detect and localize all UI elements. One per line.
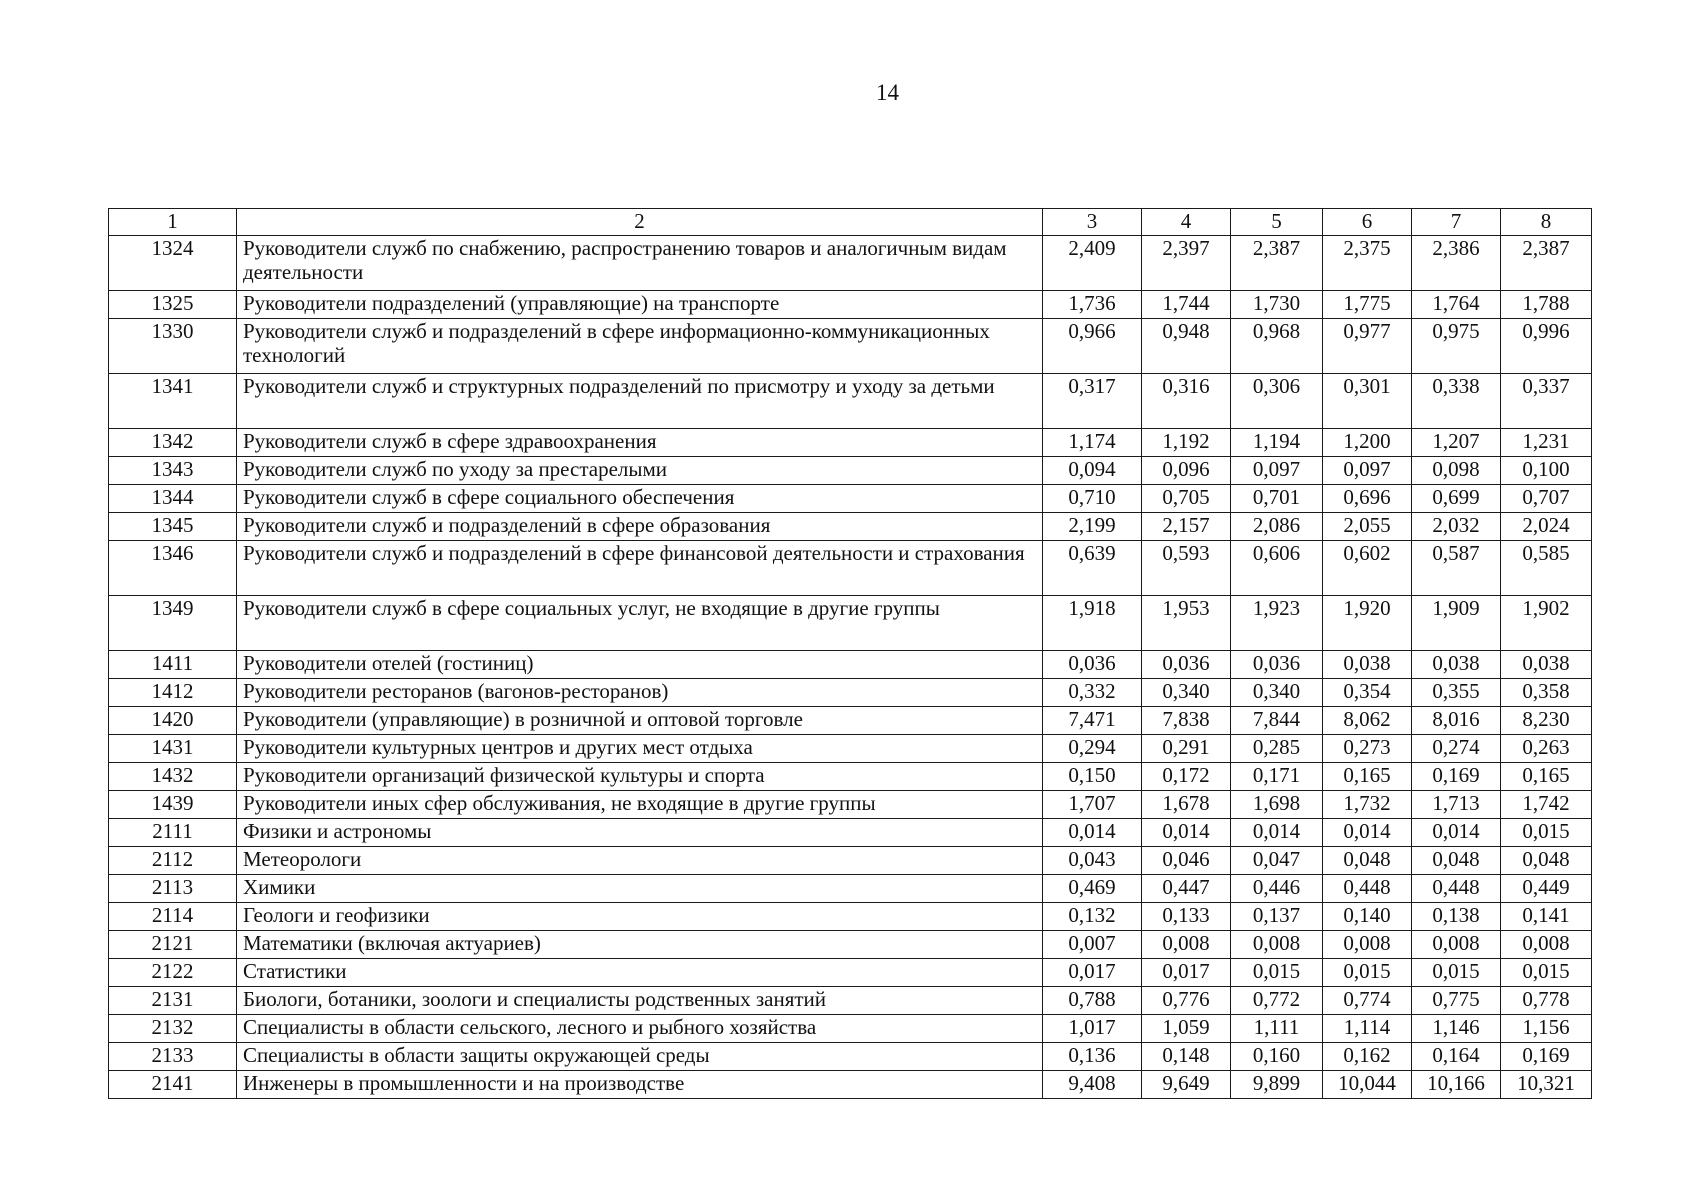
value-cell: 0,136 <box>1043 1043 1142 1071</box>
value-cell: 0,165 <box>1323 763 1412 791</box>
value-cell: 0,306 <box>1231 374 1323 429</box>
value-cell: 7,844 <box>1231 707 1323 735</box>
column-header: 1 <box>109 209 237 236</box>
table-row <box>109 374 1592 429</box>
value-cell: 0,169 <box>1501 1043 1592 1071</box>
value-cell: 0,585 <box>1501 541 1592 596</box>
occupation-code: 1330 <box>109 319 237 374</box>
value-cell: 0,036 <box>1142 651 1231 679</box>
value-cell: 0,301 <box>1323 374 1412 429</box>
column-header: 4 <box>1142 209 1231 236</box>
value-cell: 0,007 <box>1043 931 1142 959</box>
value-cell: 8,062 <box>1323 707 1412 735</box>
value-cell: 0,008 <box>1501 931 1592 959</box>
value-cell: 1,788 <box>1501 291 1592 319</box>
table-row <box>109 651 1592 679</box>
value-cell: 2,375 <box>1323 236 1412 291</box>
page-number: 14 <box>876 80 899 105</box>
value-cell: 0,448 <box>1412 875 1501 903</box>
value-cell: 0,014 <box>1412 819 1501 847</box>
value-cell: 0,340 <box>1231 679 1323 707</box>
value-cell: 2,387 <box>1231 236 1323 291</box>
table-row <box>109 903 1592 931</box>
value-cell: 1,111 <box>1231 1015 1323 1043</box>
table-row <box>109 485 1592 513</box>
value-cell: 10,166 <box>1412 1071 1501 1099</box>
table-row <box>109 707 1592 735</box>
occupation-code: 1324 <box>109 236 237 291</box>
table-row <box>109 1071 1592 1099</box>
value-cell: 0,162 <box>1323 1043 1412 1071</box>
value-cell: 9,649 <box>1142 1071 1231 1099</box>
value-cell: 0,036 <box>1043 651 1142 679</box>
value-cell: 0,047 <box>1231 847 1323 875</box>
value-cell: 0,447 <box>1142 875 1231 903</box>
value-cell: 0,043 <box>1043 847 1142 875</box>
value-cell: 0,699 <box>1412 485 1501 513</box>
value-cell: 0,587 <box>1412 541 1501 596</box>
value-cell: 0,774 <box>1323 987 1412 1015</box>
value-cell: 0,602 <box>1323 541 1412 596</box>
table-row <box>109 959 1592 987</box>
value-cell: 0,358 <box>1501 679 1592 707</box>
value-cell: 9,899 <box>1231 1071 1323 1099</box>
value-cell: 1,742 <box>1501 791 1592 819</box>
value-cell: 8,016 <box>1412 707 1501 735</box>
value-cell: 0,354 <box>1323 679 1412 707</box>
occupation-name: Руководители служб и подразделений в сфере финансовой деятельности и страхования <box>237 541 1043 596</box>
value-cell: 0,015 <box>1412 959 1501 987</box>
value-cell: 0,788 <box>1043 987 1142 1015</box>
table-row <box>109 847 1592 875</box>
occupation-code: 2112 <box>109 847 237 875</box>
value-cell: 0,449 <box>1501 875 1592 903</box>
occupation-name: Руководители служб в сфере социального обеспечения <box>237 485 1043 513</box>
value-cell: 1,953 <box>1142 596 1231 651</box>
value-cell: 0,273 <box>1323 735 1412 763</box>
column-header: 2 <box>237 209 1043 236</box>
value-cell: 0,097 <box>1323 457 1412 485</box>
value-cell: 0,150 <box>1043 763 1142 791</box>
value-cell: 1,114 <box>1323 1015 1412 1043</box>
value-cell: 2,024 <box>1501 513 1592 541</box>
column-header: 7 <box>1412 209 1501 236</box>
value-cell: 0,778 <box>1501 987 1592 1015</box>
value-cell: 0,340 <box>1142 679 1231 707</box>
occupation-code: 1431 <box>109 735 237 763</box>
value-cell: 0,977 <box>1323 319 1412 374</box>
value-cell: 0,966 <box>1043 319 1142 374</box>
value-cell: 1,736 <box>1043 291 1142 319</box>
value-cell: 0,048 <box>1323 847 1412 875</box>
value-cell: 0,038 <box>1323 651 1412 679</box>
value-cell: 0,160 <box>1231 1043 1323 1071</box>
table-row <box>109 1043 1592 1071</box>
value-cell: 0,639 <box>1043 541 1142 596</box>
value-cell: 0,138 <box>1412 903 1501 931</box>
occupation-code: 2114 <box>109 903 237 931</box>
value-cell: 0,776 <box>1142 987 1231 1015</box>
table-row <box>109 541 1592 596</box>
value-cell: 0,165 <box>1501 763 1592 791</box>
occupation-name: Руководители (управляющие) в розничной и оптовой торговле <box>237 707 1043 735</box>
table-row <box>109 291 1592 319</box>
table-row <box>109 513 1592 541</box>
occupation-code: 2133 <box>109 1043 237 1071</box>
value-cell: 1,146 <box>1412 1015 1501 1043</box>
value-cell: 0,996 <box>1501 319 1592 374</box>
value-cell: 1,174 <box>1043 429 1142 457</box>
value-cell: 2,409 <box>1043 236 1142 291</box>
occupation-code: 1344 <box>109 485 237 513</box>
value-cell: 1,775 <box>1323 291 1412 319</box>
occupation-code: 1412 <box>109 679 237 707</box>
value-cell: 0,014 <box>1231 819 1323 847</box>
table-row <box>109 457 1592 485</box>
table-row <box>109 735 1592 763</box>
value-cell: 2,157 <box>1142 513 1231 541</box>
value-cell: 0,140 <box>1323 903 1412 931</box>
value-cell: 0,606 <box>1231 541 1323 596</box>
table-row <box>109 236 1592 291</box>
value-cell: 0,701 <box>1231 485 1323 513</box>
value-cell: 0,096 <box>1142 457 1231 485</box>
value-cell: 2,397 <box>1142 236 1231 291</box>
value-cell: 0,015 <box>1323 959 1412 987</box>
occupation-code: 2113 <box>109 875 237 903</box>
occupation-name: Математики (включая актуариев) <box>237 931 1043 959</box>
value-cell: 0,017 <box>1142 959 1231 987</box>
occupation-code: 1411 <box>109 651 237 679</box>
occupation-name: Руководители отелей (гостиниц) <box>237 651 1043 679</box>
value-cell: 0,014 <box>1142 819 1231 847</box>
value-cell: 9,408 <box>1043 1071 1142 1099</box>
value-cell: 10,321 <box>1501 1071 1592 1099</box>
column-header: 8 <box>1501 209 1592 236</box>
value-cell: 1,059 <box>1142 1015 1231 1043</box>
value-cell: 0,338 <box>1412 374 1501 429</box>
value-cell: 0,274 <box>1412 735 1501 763</box>
occupation-name: Инженеры в промышленности и на производстве <box>237 1071 1043 1099</box>
value-cell: 0,172 <box>1142 763 1231 791</box>
occupation-code: 2132 <box>109 1015 237 1043</box>
value-cell: 0,038 <box>1501 651 1592 679</box>
value-cell: 1,200 <box>1323 429 1412 457</box>
value-cell: 0,017 <box>1043 959 1142 987</box>
table-row <box>109 875 1592 903</box>
value-cell: 0,169 <box>1412 763 1501 791</box>
value-cell: 1,918 <box>1043 596 1142 651</box>
value-cell: 0,038 <box>1412 651 1501 679</box>
occupation-code: 2122 <box>109 959 237 987</box>
occupation-code: 1343 <box>109 457 237 485</box>
table-row <box>109 931 1592 959</box>
value-cell: 0,707 <box>1501 485 1592 513</box>
value-cell: 0,008 <box>1412 931 1501 959</box>
value-cell: 1,730 <box>1231 291 1323 319</box>
value-cell: 0,294 <box>1043 735 1142 763</box>
table-row <box>109 1015 1592 1043</box>
value-cell: 7,838 <box>1142 707 1231 735</box>
occupation-name: Геологи и геофизики <box>237 903 1043 931</box>
value-cell: 0,446 <box>1231 875 1323 903</box>
value-cell: 0,015 <box>1501 959 1592 987</box>
header-row <box>109 209 1592 236</box>
value-cell: 0,036 <box>1231 651 1323 679</box>
value-cell: 2,199 <box>1043 513 1142 541</box>
value-cell: 0,094 <box>1043 457 1142 485</box>
occupation-name: Руководители культурных центров и других мест отдыха <box>237 735 1043 763</box>
value-cell: 10,044 <box>1323 1071 1412 1099</box>
value-cell: 0,137 <box>1231 903 1323 931</box>
value-cell: 0,048 <box>1412 847 1501 875</box>
occupation-name: Биологи, ботаники, зоологи и специалисты родственных занятий <box>237 987 1043 1015</box>
table-row <box>109 596 1592 651</box>
value-cell: 0,098 <box>1412 457 1501 485</box>
value-cell: 0,100 <box>1501 457 1592 485</box>
table-row <box>109 763 1592 791</box>
table-row <box>109 429 1592 457</box>
occupation-table <box>108 208 1592 1099</box>
value-cell: 1,923 <box>1231 596 1323 651</box>
value-cell: 1,017 <box>1043 1015 1142 1043</box>
occupation-name: Руководители служб по снабжению, распространению товаров и аналогичным видам деятельности <box>237 236 1043 291</box>
value-cell: 0,141 <box>1501 903 1592 931</box>
table-row <box>109 819 1592 847</box>
value-cell: 0,132 <box>1043 903 1142 931</box>
value-cell: 0,316 <box>1142 374 1231 429</box>
occupation-code: 1346 <box>109 541 237 596</box>
value-cell: 7,471 <box>1043 707 1142 735</box>
value-cell: 1,207 <box>1412 429 1501 457</box>
value-cell: 0,337 <box>1501 374 1592 429</box>
value-cell: 1,698 <box>1231 791 1323 819</box>
occupation-name: Физики и астрономы <box>237 819 1043 847</box>
value-cell: 0,948 <box>1142 319 1231 374</box>
value-cell: 0,705 <box>1142 485 1231 513</box>
value-cell: 0,171 <box>1231 763 1323 791</box>
table-body <box>109 236 1592 1099</box>
occupation-name: Специалисты в области сельского, лесного и рыбного хозяйства <box>237 1015 1043 1043</box>
value-cell: 1,920 <box>1323 596 1412 651</box>
occupation-name: Руководители служб в сфере здравоохранения <box>237 429 1043 457</box>
value-cell: 0,048 <box>1501 847 1592 875</box>
occupation-name: Руководители служб по уходу за престарелыми <box>237 457 1043 485</box>
occupation-code: 1341 <box>109 374 237 429</box>
occupation-code: 1349 <box>109 596 237 651</box>
table-row <box>109 791 1592 819</box>
value-cell: 1,678 <box>1142 791 1231 819</box>
value-cell: 1,156 <box>1501 1015 1592 1043</box>
value-cell: 1,744 <box>1142 291 1231 319</box>
occupation-code: 1325 <box>109 291 237 319</box>
value-cell: 0,263 <box>1501 735 1592 763</box>
value-cell: 0,775 <box>1412 987 1501 1015</box>
occupation-code: 2141 <box>109 1071 237 1099</box>
value-cell: 1,764 <box>1412 291 1501 319</box>
occupation-name: Руководители иных сфер обслуживания, не входящие в другие группы <box>237 791 1043 819</box>
occupation-code: 2121 <box>109 931 237 959</box>
value-cell: 0,015 <box>1231 959 1323 987</box>
column-header: 5 <box>1231 209 1323 236</box>
occupation-name: Руководители организаций физической культуры и спорта <box>237 763 1043 791</box>
occupation-name: Химики <box>237 875 1043 903</box>
occupation-code: 1439 <box>109 791 237 819</box>
occupation-name: Руководители подразделений (управляющие) на транспорте <box>237 291 1043 319</box>
occupation-code: 1420 <box>109 707 237 735</box>
occupation-name: Руководители ресторанов (вагонов-ресторанов) <box>237 679 1043 707</box>
value-cell: 0,448 <box>1323 875 1412 903</box>
value-cell: 1,732 <box>1323 791 1412 819</box>
value-cell: 0,097 <box>1231 457 1323 485</box>
value-cell: 1,902 <box>1501 596 1592 651</box>
occupation-code: 1432 <box>109 763 237 791</box>
column-header: 3 <box>1043 209 1142 236</box>
value-cell: 0,046 <box>1142 847 1231 875</box>
value-cell: 0,014 <box>1323 819 1412 847</box>
occupation-name: Руководители служб и подразделений в сфере образования <box>237 513 1043 541</box>
value-cell: 0,008 <box>1231 931 1323 959</box>
value-cell: 0,696 <box>1323 485 1412 513</box>
value-cell: 0,133 <box>1142 903 1231 931</box>
value-cell: 0,317 <box>1043 374 1142 429</box>
value-cell: 1,707 <box>1043 791 1142 819</box>
value-cell: 1,713 <box>1412 791 1501 819</box>
occupation-code: 2111 <box>109 819 237 847</box>
occupation-name: Руководители служб и структурных подразделений по присмотру и уходу за детьми <box>237 374 1043 429</box>
table-row <box>109 679 1592 707</box>
value-cell: 2,032 <box>1412 513 1501 541</box>
value-cell: 8,230 <box>1501 707 1592 735</box>
value-cell: 1,192 <box>1142 429 1231 457</box>
value-cell: 0,469 <box>1043 875 1142 903</box>
value-cell: 1,231 <box>1501 429 1592 457</box>
value-cell: 0,008 <box>1142 931 1231 959</box>
value-cell: 0,008 <box>1323 931 1412 959</box>
occupation-code: 2131 <box>109 987 237 1015</box>
value-cell: 2,387 <box>1501 236 1592 291</box>
occupation-name: Специалисты в области защиты окружающей среды <box>237 1043 1043 1071</box>
value-cell: 0,772 <box>1231 987 1323 1015</box>
value-cell: 0,332 <box>1043 679 1142 707</box>
value-cell: 2,386 <box>1412 236 1501 291</box>
column-header: 6 <box>1323 209 1412 236</box>
occupation-code: 1345 <box>109 513 237 541</box>
value-cell: 0,014 <box>1043 819 1142 847</box>
value-cell: 0,355 <box>1412 679 1501 707</box>
occupation-name: Руководители служб и подразделений в сфере информационно-коммуникационных технологий <box>237 319 1043 374</box>
value-cell: 0,968 <box>1231 319 1323 374</box>
value-cell: 0,015 <box>1501 819 1592 847</box>
occupation-code: 1342 <box>109 429 237 457</box>
occupation-name: Метеорологи <box>237 847 1043 875</box>
table-row <box>109 987 1592 1015</box>
value-cell: 0,975 <box>1412 319 1501 374</box>
value-cell: 0,164 <box>1412 1043 1501 1071</box>
value-cell: 0,285 <box>1231 735 1323 763</box>
occupation-name: Руководители служб в сфере социальных услуг, не входящие в другие группы <box>237 596 1043 651</box>
value-cell: 1,194 <box>1231 429 1323 457</box>
value-cell: 2,055 <box>1323 513 1412 541</box>
value-cell: 0,291 <box>1142 735 1231 763</box>
occupation-name: Статистики <box>237 959 1043 987</box>
value-cell: 0,710 <box>1043 485 1142 513</box>
value-cell: 2,086 <box>1231 513 1323 541</box>
table-row <box>109 319 1592 374</box>
value-cell: 0,593 <box>1142 541 1231 596</box>
value-cell: 1,909 <box>1412 596 1501 651</box>
value-cell: 0,148 <box>1142 1043 1231 1071</box>
